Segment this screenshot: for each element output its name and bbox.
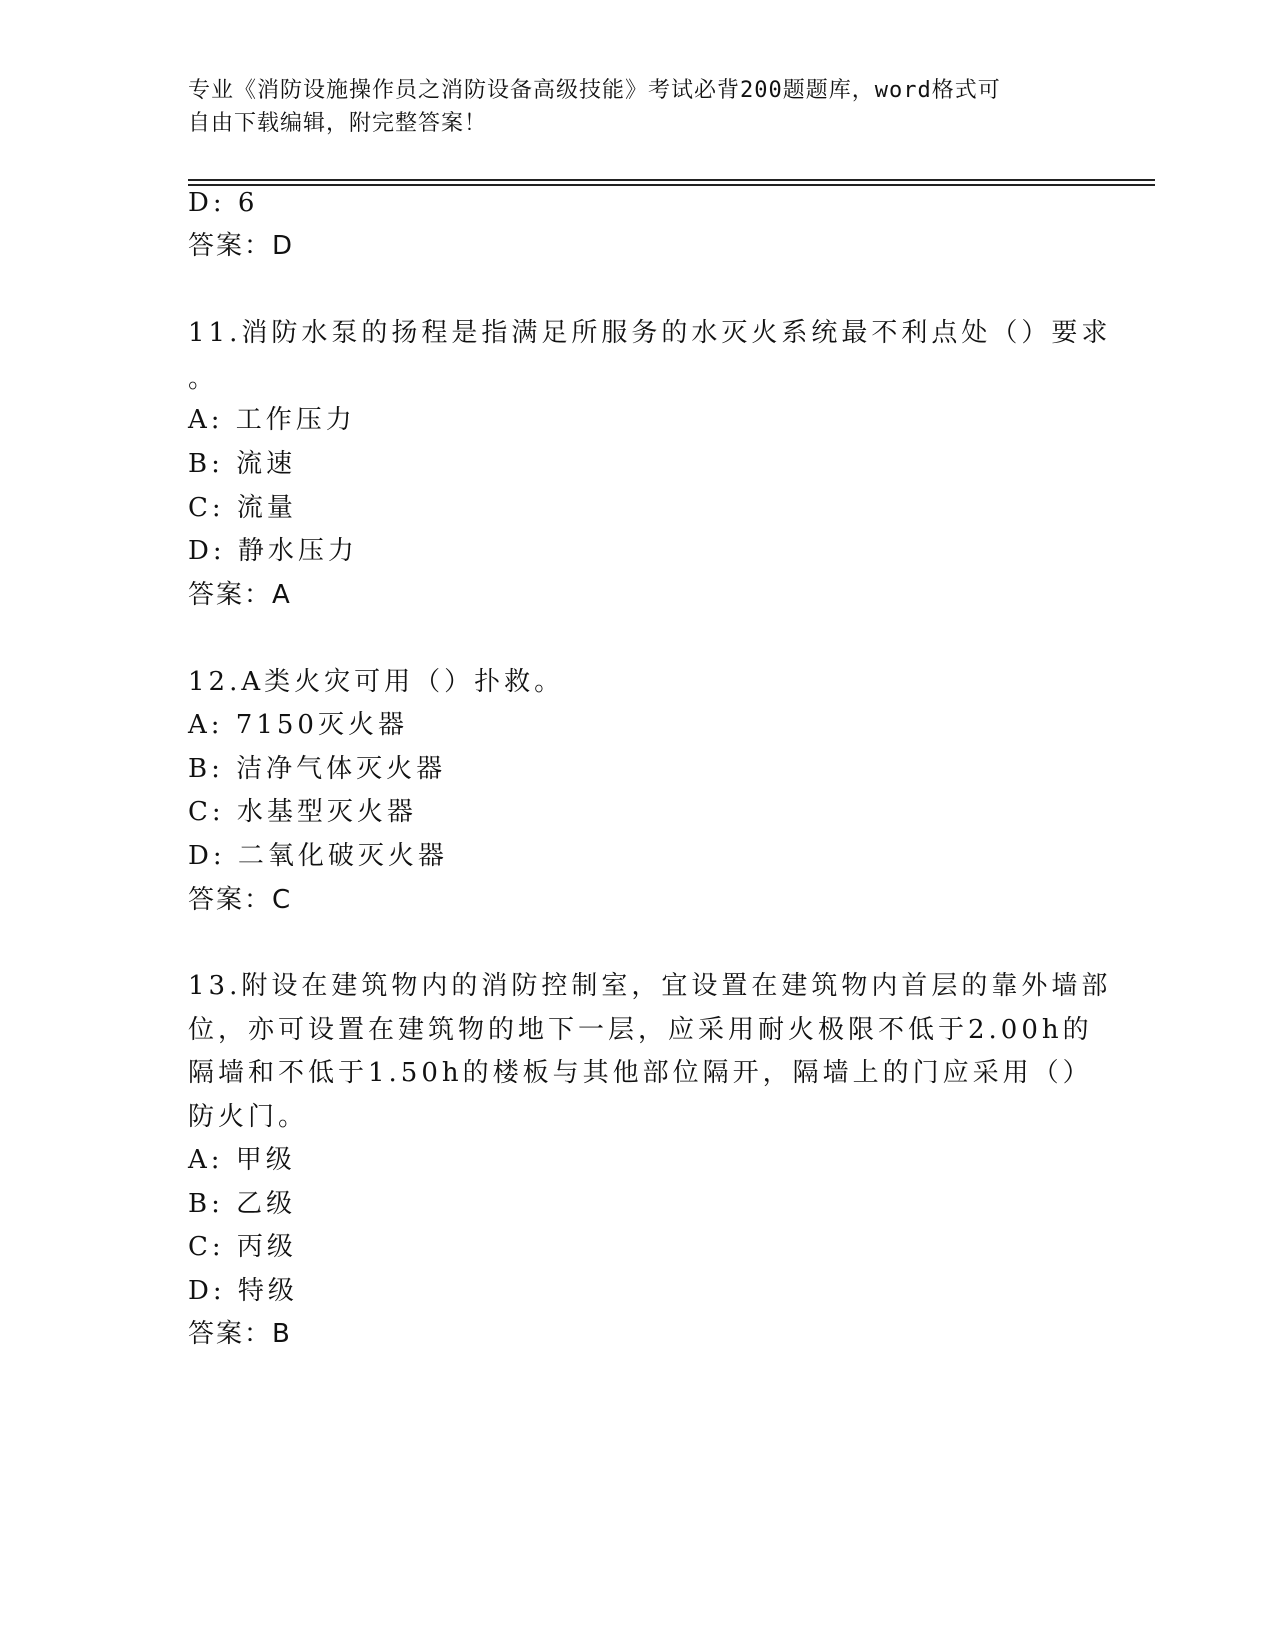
q13-stem-line-2: 位，亦可设置在建筑物的地下一层，应采用耐火极限不低于2.00h的 xyxy=(188,1015,1093,1045)
q12-option-d: D: 二氧化破灭火器 xyxy=(188,841,448,871)
q12-answer: 答案：C xyxy=(188,885,293,915)
q12-option-a: A: 7150灭火器 xyxy=(188,710,408,740)
q11-option-b: B: 流速 xyxy=(188,449,297,479)
q13-stem-line-3: 隔墙和不低于1.50h的楼板与其他部位隔开，隔墙上的门应采用（） xyxy=(188,1058,1093,1088)
q12-stem-line-1: 12.A类火灾可用（）扑救。 xyxy=(188,667,565,697)
q12-option-c: C: 水基型灭火器 xyxy=(188,797,417,827)
header-divider-top xyxy=(188,179,1155,181)
q13-answer: 答案：B xyxy=(188,1319,292,1349)
q11-stem-line-1: 11.消防水泵的扬程是指满足所服务的水灭火系统最不利点处（）要求 xyxy=(188,318,1112,348)
q13-option-c: C: 丙级 xyxy=(188,1232,297,1262)
q12-option-b: B: 洁净气体灭火器 xyxy=(188,754,447,784)
header-line-1: 专业《消防设施操作员之消防设备高级技能》考试必背200题题库，word格式可 xyxy=(188,78,1001,103)
q13-stem-line-4: 防火门。 xyxy=(188,1102,309,1132)
document-header xyxy=(188,74,1068,140)
header-line-2: 自由下载编辑，附完整答案！ xyxy=(188,111,488,136)
q11-stem-line-2: 。 xyxy=(188,364,219,394)
prev-option-d: D: 6 xyxy=(188,188,259,218)
q11-option-c: C: 流量 xyxy=(188,493,297,523)
prev-answer: 答案：D xyxy=(188,231,295,261)
header-divider-bottom xyxy=(188,184,1155,186)
q13-stem-line-1: 13.附设在建筑物内的消防控制室，宜设置在建筑物内首层的靠外墙部 xyxy=(188,971,1112,1001)
q11-option-a: A: 工作压力 xyxy=(188,405,356,435)
q11-option-d: D: 静水压力 xyxy=(188,536,358,566)
q13-option-a: A: 甲级 xyxy=(188,1145,296,1175)
q13-option-d: D: 特级 xyxy=(188,1276,298,1306)
q11-answer: 答案：A xyxy=(188,580,292,610)
q13-option-b: B: 乙级 xyxy=(188,1189,297,1219)
